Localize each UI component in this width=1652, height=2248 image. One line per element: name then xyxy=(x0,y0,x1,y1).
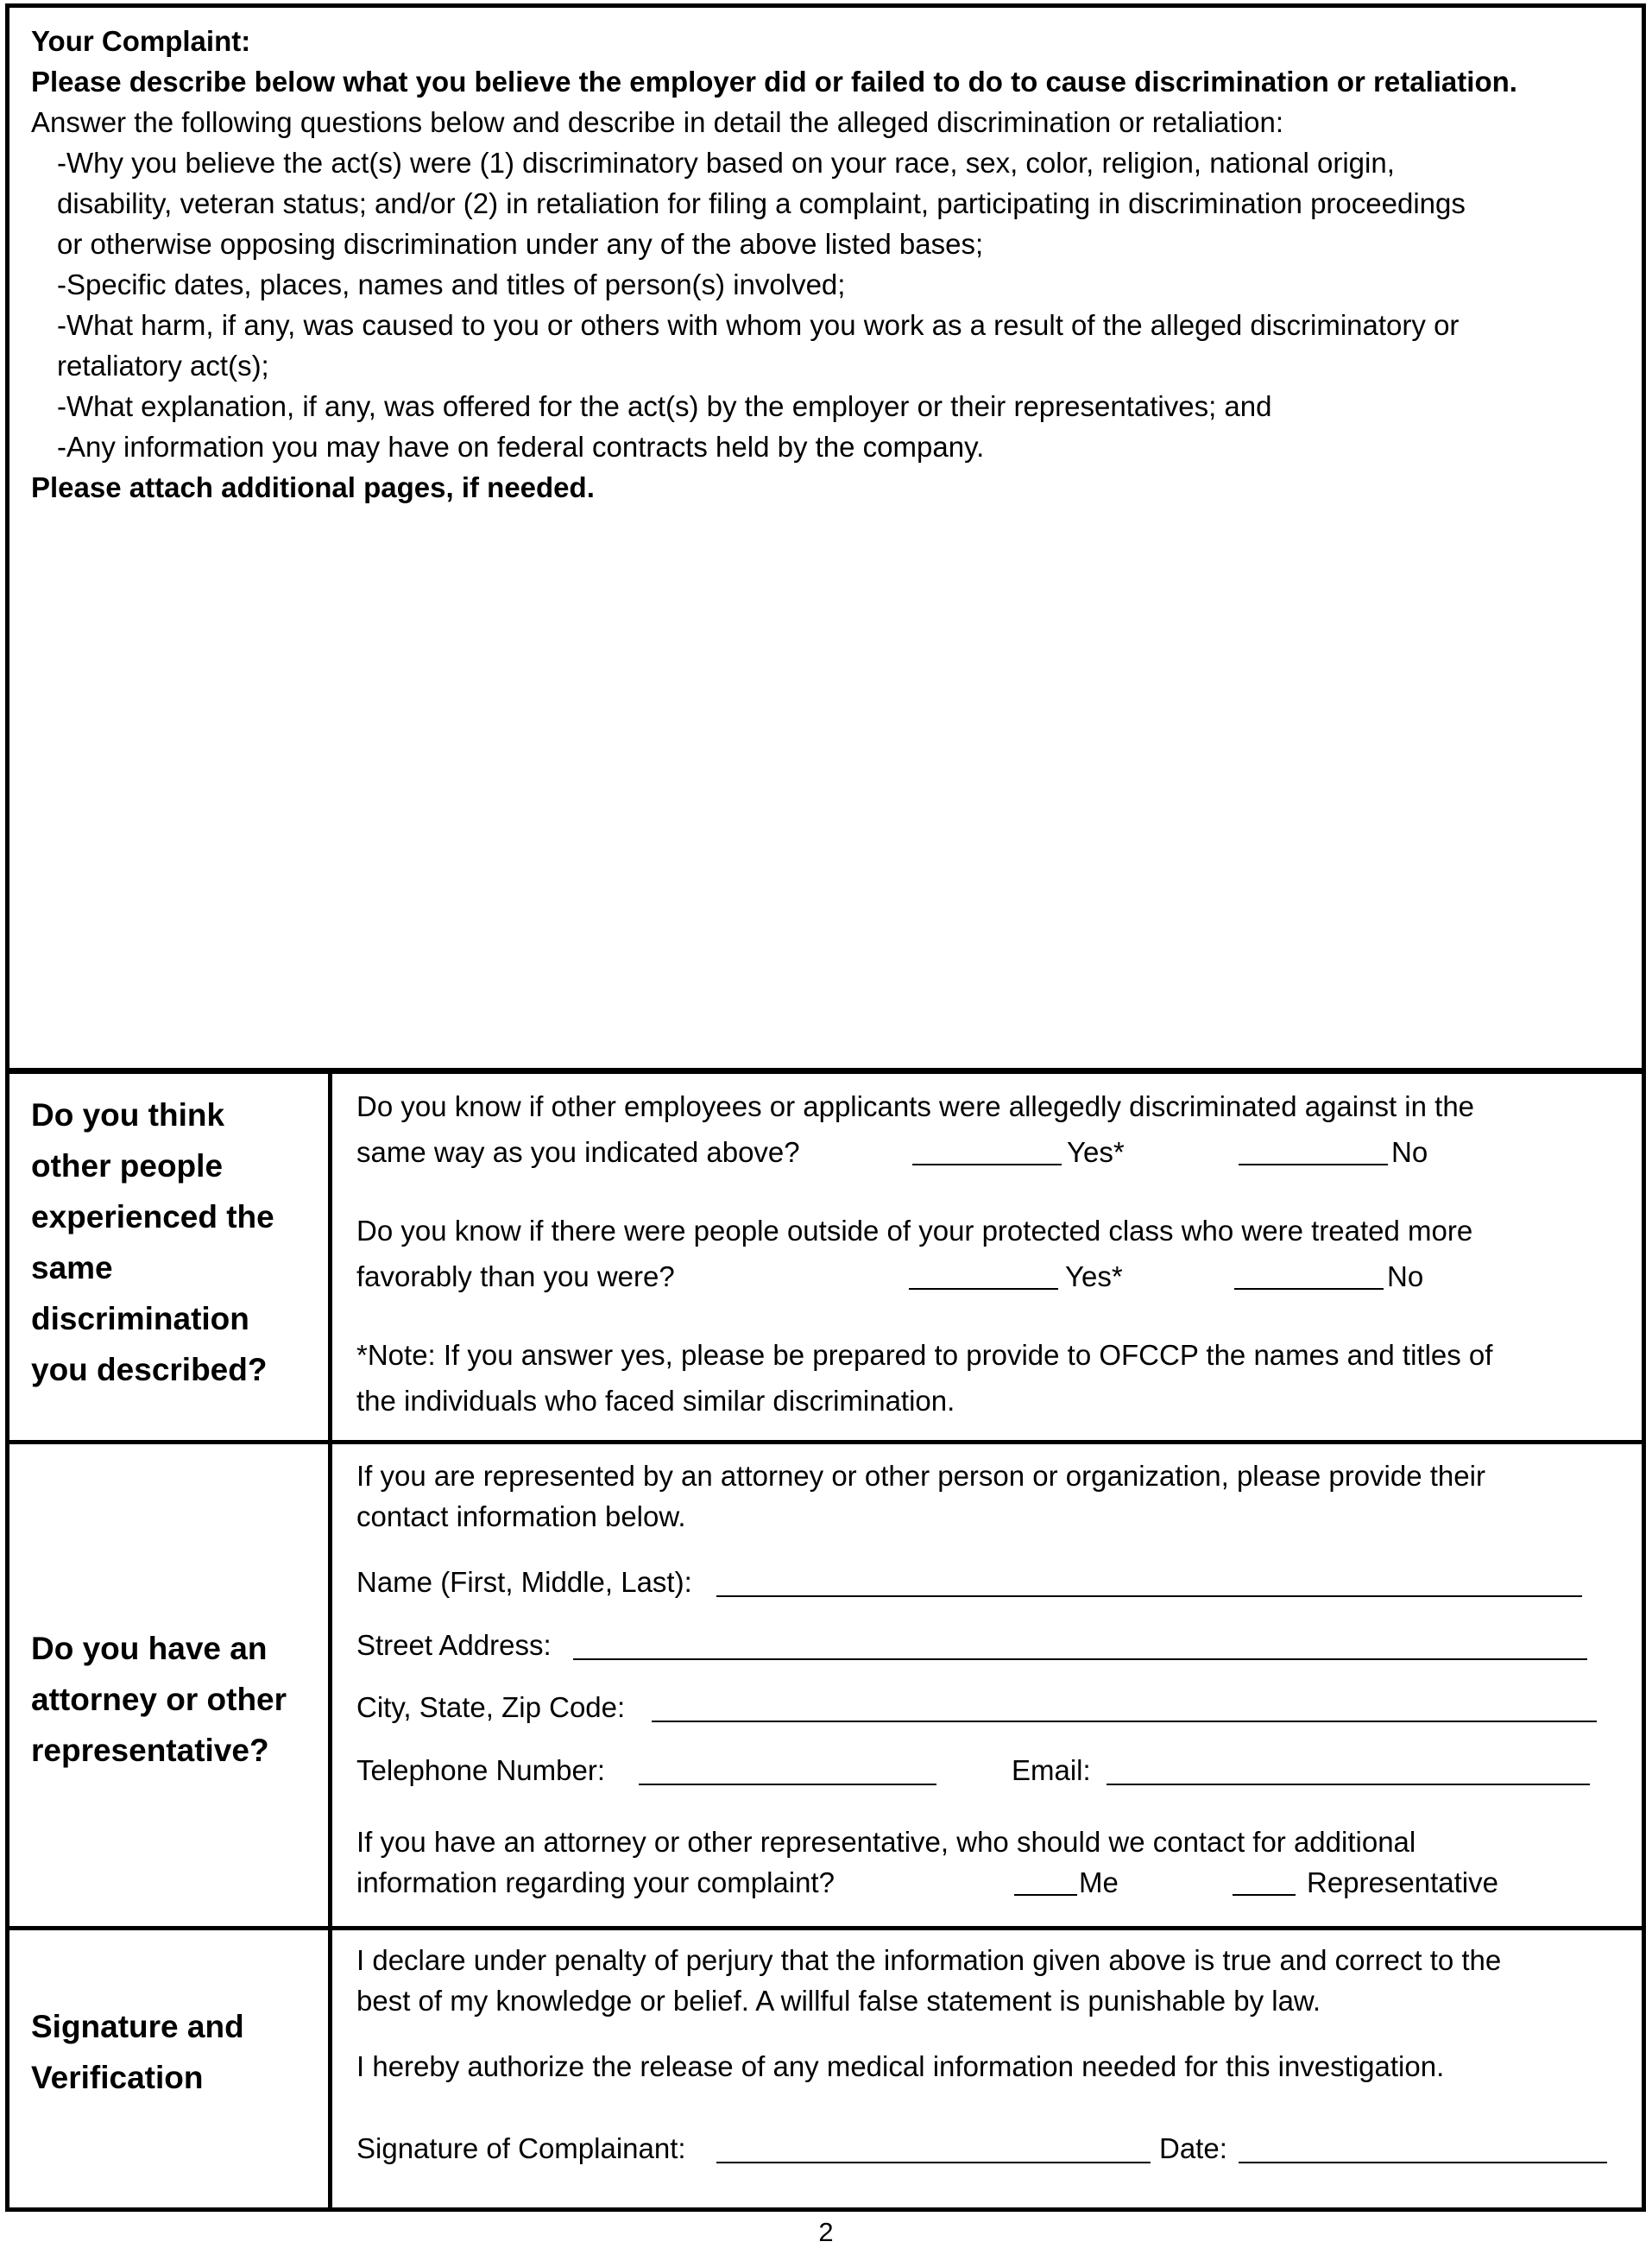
complaint-instruction: Please describe below what you believe the employer did or failed to do to cause discrimination or retaliation. xyxy=(31,66,1517,98)
complaint-bullet: retaliatory act(s); xyxy=(57,350,269,382)
others-q2-yes-blank[interactable] xyxy=(909,1288,1058,1290)
attorney-phone-field[interactable] xyxy=(639,1784,936,1785)
others-q1-no-blank[interactable] xyxy=(1239,1164,1388,1165)
others-q1-cont: same way as you indicated above? xyxy=(356,1136,800,1168)
complaint-intro: Answer the following questions below and describe in detail the alleged discrimination or retaliation: xyxy=(31,106,1284,138)
others-q2-no: No xyxy=(1387,1260,1424,1292)
others-q2-yes: Yes* xyxy=(1065,1260,1123,1292)
signature-date-label: Date: xyxy=(1159,2132,1227,2164)
signature-declaration-cont: best of my knowledge or belief. A willful false statement is punishable by law. xyxy=(356,1985,1321,2017)
others-divider xyxy=(328,1068,332,1444)
page-number: 2 xyxy=(818,2217,834,2247)
others-q2-no-blank[interactable] xyxy=(1234,1288,1384,1290)
others-note-cont: the individuals who faced similar discrimination. xyxy=(356,1385,955,1417)
attorney-contact-question-cont: information regarding your complaint? xyxy=(356,1866,835,1898)
attorney-rep-blank[interactable] xyxy=(1233,1894,1296,1896)
attorney-intro: If you are represented by an attorney or other person or organization, please provide their xyxy=(356,1460,1485,1492)
complaint-title: Your Complaint: xyxy=(31,25,251,57)
signature-declaration: I declare under penalty of perjury that the information given above is true and correct to the xyxy=(356,1944,1502,1976)
signature-label: Signature and Verification xyxy=(31,2009,244,2095)
others-q2-cont: favorably than you were? xyxy=(356,1260,675,1292)
attorney-street-field[interactable] xyxy=(573,1658,1587,1660)
attorney-name-label: Name (First, Middle, Last): xyxy=(356,1566,692,1598)
attorney-street-label: Street Address: xyxy=(356,1629,552,1661)
attorney-me: Me xyxy=(1079,1866,1119,1898)
signature-date-field[interactable] xyxy=(1239,2162,1607,2163)
attorney-email-field[interactable] xyxy=(1107,1784,1590,1785)
others-q1-yes: Yes* xyxy=(1067,1136,1125,1168)
complaint-bullet: -Why you believe the act(s) were (1) discriminatory based on your race, sex, color, religion, national origin, xyxy=(57,147,1395,179)
attorney-email-label: Email: xyxy=(1012,1754,1091,1786)
complaint-bullet: -What harm, if any, was caused to you or others with whom you work as a result of the alleged discriminatory or xyxy=(57,309,1460,341)
others-q1: Do you know if other employees or applicants were allegedly discriminated against in the xyxy=(356,1090,1475,1122)
signature-divider xyxy=(328,1926,332,2212)
signature-complainant-label: Signature of Complainant: xyxy=(356,2132,686,2164)
attorney-rep: Representative xyxy=(1307,1866,1498,1898)
complaint-bullet: -Specific dates, places, names and titles of person(s) involved; xyxy=(57,268,846,300)
others-note: *Note: If you answer yes, please be prepared to provide to OFCCP the names and titles of xyxy=(356,1339,1493,1371)
complaint-attach-note: Please attach additional pages, if needed. xyxy=(31,471,595,503)
others-q2: Do you know if there were people outside of your protected class who were treated more xyxy=(356,1215,1473,1247)
complaint-bullet: -Any information you may have on federal contracts held by the company. xyxy=(57,431,985,463)
attorney-me-blank[interactable] xyxy=(1014,1894,1077,1896)
others-q1-yes-blank[interactable] xyxy=(912,1164,1062,1165)
complaint-bullet: or otherwise opposing discrimination under any of the above listed bases; xyxy=(57,228,984,260)
attorney-contact-question: If you have an attorney or other representative, who should we contact for additional xyxy=(356,1826,1416,1858)
others-q1-no: No xyxy=(1391,1136,1428,1168)
attorney-intro-cont: contact information below. xyxy=(356,1500,686,1532)
signature-complainant-field[interactable] xyxy=(716,2162,1151,2163)
complaint-bullet: disability, veteran status; and/or (2) in retaliation for filing a complaint, participating in discrimination proceedings xyxy=(57,187,1466,219)
attorney-divider xyxy=(328,1440,332,1930)
attorney-city-field[interactable] xyxy=(652,1721,1597,1722)
attorney-label: Do you have an attorney or other representative? xyxy=(31,1631,287,1768)
complaint-text-area[interactable] xyxy=(12,518,1639,1062)
complaint-bullet: -What explanation, if any, was offered for the act(s) by the employer or their representatives; and xyxy=(57,390,1272,422)
signature-authorization: I hereby authorize the release of any medical information needed for this investigation. xyxy=(356,2050,1445,2082)
attorney-phone-label: Telephone Number: xyxy=(356,1754,606,1786)
attorney-name-field[interactable] xyxy=(716,1595,1582,1597)
attorney-city-label: City, State, Zip Code: xyxy=(356,1691,626,1723)
others-label: Do you think other people experienced the same discrimination you described? xyxy=(31,1097,274,1387)
